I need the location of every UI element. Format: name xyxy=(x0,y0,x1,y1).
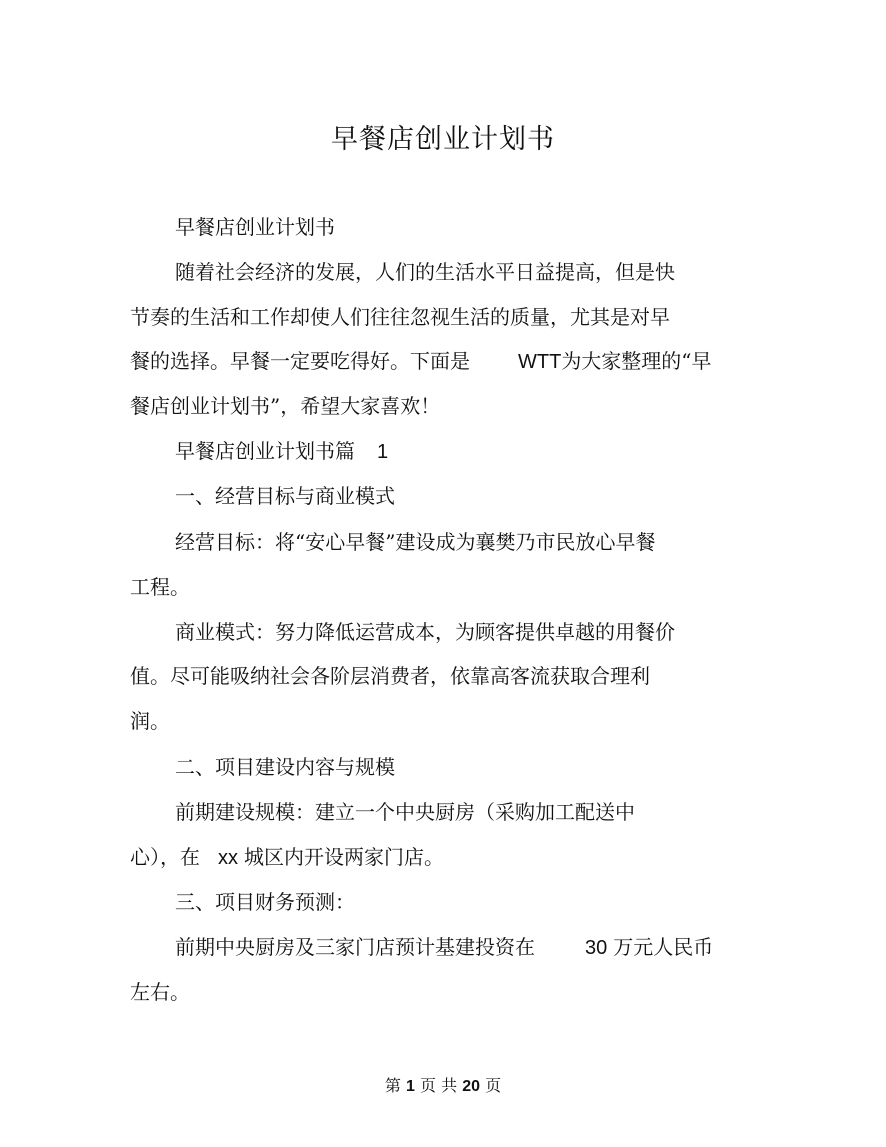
paragraph-line: 左右。 xyxy=(130,980,190,1004)
paragraph-line: 润。 xyxy=(130,709,170,733)
text-segment-latin: 1 xyxy=(377,441,389,463)
paragraph-line: 节奏的生活和工作却使人们往往忽视生活的质量，尤其是对早 xyxy=(130,305,670,329)
paragraph-line: 值。尽可能吸纳社会各阶层消费者，依靠高客流获取合理利 xyxy=(130,664,650,688)
footer-prefix: 第 xyxy=(384,1076,401,1095)
text-segment: 为大家整理的“早 xyxy=(561,349,712,373)
text-segment: 城区内开设两家门店。 xyxy=(244,845,444,869)
paragraph-line: 随着社会经济的发展，人们的生活水平日益提高，但是快 xyxy=(175,260,675,284)
text-segment: 早餐店创业计划书篇 xyxy=(175,439,355,463)
text-segment: 万元人民币 xyxy=(613,935,714,959)
section-heading xyxy=(175,435,388,468)
text-segment-latin: 30 xyxy=(585,937,608,959)
text-segment-latin: WTT xyxy=(518,351,562,373)
total-pages-number: 20 xyxy=(462,1078,480,1095)
section-heading: 三、项目财务预测： xyxy=(175,890,355,914)
section-heading: 二、项目建设内容与规模 xyxy=(175,755,395,779)
paragraph-line: 前期建设规模：建立一个中央厨房（采购加工配送中 xyxy=(175,800,635,824)
footer-suffix: 页 xyxy=(485,1076,502,1095)
footer-mid: 页 共 xyxy=(420,1076,458,1095)
text-segment: 心），在 xyxy=(130,845,200,869)
paragraph-line: 工程。 xyxy=(130,575,190,599)
paragraph-line: 商业模式：努力降低运营成本，为顾客提供卓越的用餐价 xyxy=(175,620,675,644)
paragraph-line: 餐店创业计划书”，希望大家喜欢！ xyxy=(130,394,441,418)
text-segment-latin: xx xyxy=(218,847,238,869)
paragraph-line xyxy=(130,841,444,874)
text-segment: 前期中央厨房及三家门店预计基建投资在 xyxy=(175,935,535,959)
section-heading: 一、经营目标与商业模式 xyxy=(175,484,395,508)
paragraph-line xyxy=(175,931,713,964)
subtitle-line: 早餐店创业计划书 xyxy=(175,215,335,239)
paragraph-line: 经营目标：将“安心早餐”建设成为襄樊乃市民放心早餐 xyxy=(175,530,656,554)
page-footer xyxy=(0,1074,886,1099)
paragraph-line xyxy=(130,345,712,378)
page-title: 早餐店创业计划书 xyxy=(331,124,555,155)
current-page-number: 1 xyxy=(406,1078,415,1095)
text-segment: 餐的选择。早餐一定要吃得好。下面是 xyxy=(130,349,470,373)
